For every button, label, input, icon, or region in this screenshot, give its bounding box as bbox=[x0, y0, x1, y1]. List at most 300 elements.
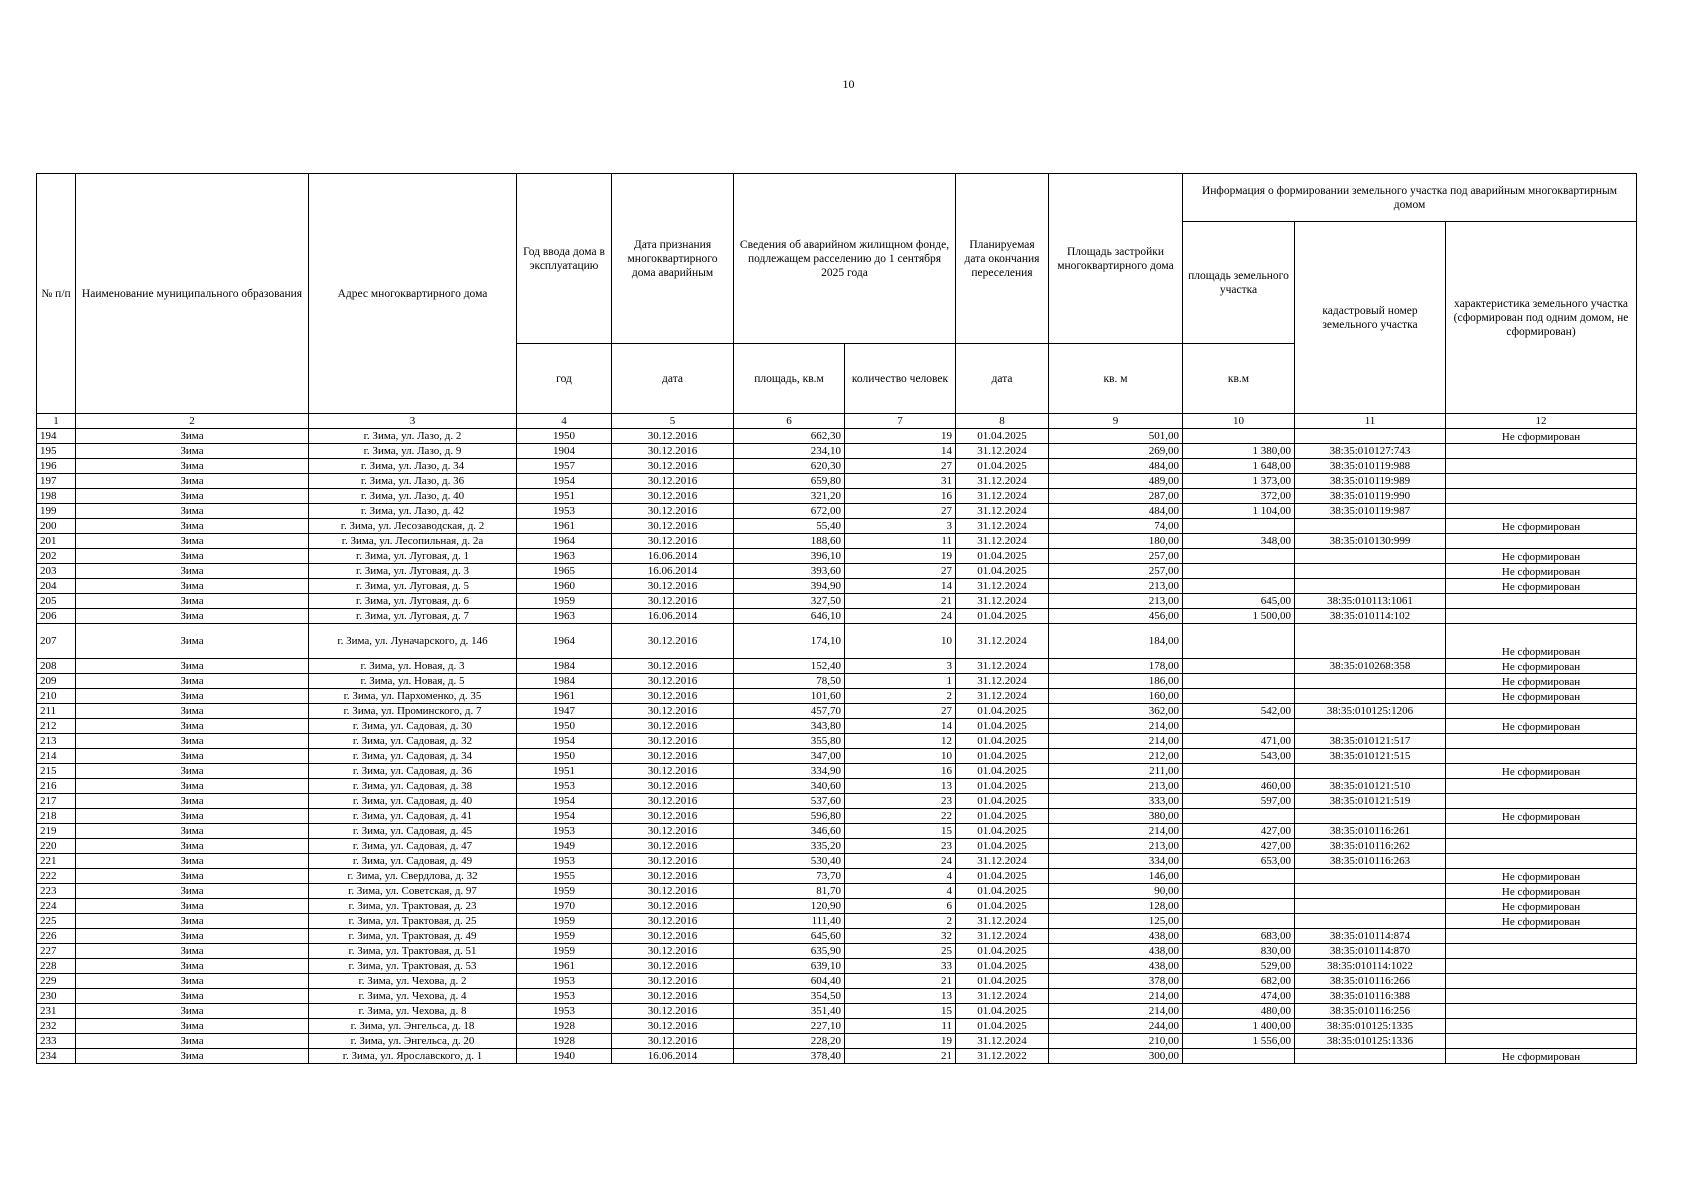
planned-date-cell: 31.12.2024 bbox=[956, 929, 1049, 944]
year-cell: 1959 bbox=[517, 594, 612, 609]
cadastral-number-cell: 38:35:010121:515 bbox=[1295, 749, 1446, 764]
area-cell: 120,90 bbox=[734, 899, 845, 914]
planned-date-cell: 31.12.2024 bbox=[956, 674, 1049, 689]
land-area-cell: 427,00 bbox=[1183, 824, 1295, 839]
municipality-cell: Зима bbox=[76, 764, 309, 779]
municipality-cell: Зима bbox=[76, 704, 309, 719]
year-cell: 1961 bbox=[517, 959, 612, 974]
area-cell: 227,10 bbox=[734, 1019, 845, 1034]
row-number: 221 bbox=[37, 854, 76, 869]
planned-date-cell: 31.12.2024 bbox=[956, 659, 1049, 674]
people-cell: 31 bbox=[845, 474, 956, 489]
emergency-date-cell: 30.12.2016 bbox=[612, 689, 734, 704]
cadastral-number-cell: 38:35:010116:266 bbox=[1295, 974, 1446, 989]
municipality-cell: Зима bbox=[76, 779, 309, 794]
header-land-area: площадь земельного участка bbox=[1183, 222, 1295, 344]
building-area-cell: 501,00 bbox=[1049, 429, 1183, 444]
table-row bbox=[37, 824, 1637, 839]
table-row bbox=[37, 764, 1637, 779]
header-unit-year: год bbox=[517, 344, 612, 414]
people-cell: 32 bbox=[845, 929, 956, 944]
planned-date-cell: 01.04.2025 bbox=[956, 974, 1049, 989]
people-cell: 22 bbox=[845, 809, 956, 824]
area-cell: 327,50 bbox=[734, 594, 845, 609]
year-cell: 1951 bbox=[517, 489, 612, 504]
table-row bbox=[37, 609, 1637, 624]
people-cell: 24 bbox=[845, 854, 956, 869]
people-cell: 10 bbox=[845, 749, 956, 764]
row-number: 207 bbox=[37, 624, 76, 659]
table-row bbox=[37, 719, 1637, 734]
land-status-cell: Не сформирован bbox=[1446, 1049, 1637, 1064]
land-status-cell: Не сформирован bbox=[1446, 719, 1637, 734]
address-cell: г. Зима, ул. Садовая, д. 47 bbox=[309, 839, 517, 854]
emergency-date-cell: 30.12.2016 bbox=[612, 659, 734, 674]
land-status-cell bbox=[1446, 839, 1637, 854]
people-cell: 12 bbox=[845, 734, 956, 749]
address-cell: г. Зима, ул. Садовая, д. 38 bbox=[309, 779, 517, 794]
row-number: 232 bbox=[37, 1019, 76, 1034]
municipality-cell: Зима bbox=[76, 579, 309, 594]
municipality-cell: Зима bbox=[76, 809, 309, 824]
area-cell: 394,90 bbox=[734, 579, 845, 594]
people-cell: 14 bbox=[845, 579, 956, 594]
area-cell: 659,80 bbox=[734, 474, 845, 489]
row-number: 202 bbox=[37, 549, 76, 564]
address-cell: г. Зима, ул. Садовая, д. 32 bbox=[309, 734, 517, 749]
year-cell: 1947 bbox=[517, 704, 612, 719]
planned-date-cell: 31.12.2024 bbox=[956, 504, 1049, 519]
year-cell: 1959 bbox=[517, 914, 612, 929]
planned-date-cell: 01.04.2025 bbox=[956, 779, 1049, 794]
planned-date-cell: 01.04.2025 bbox=[956, 824, 1049, 839]
address-cell: г. Зима, ул. Чехова, д. 8 bbox=[309, 1004, 517, 1019]
municipality-cell: Зима bbox=[76, 824, 309, 839]
table-row bbox=[37, 794, 1637, 809]
year-cell: 1984 bbox=[517, 674, 612, 689]
land-status-cell: Не сформирован bbox=[1446, 659, 1637, 674]
table-row bbox=[37, 854, 1637, 869]
header-row-number: № п/п bbox=[37, 174, 76, 414]
building-area-cell: 214,00 bbox=[1049, 719, 1183, 734]
area-cell: 234,10 bbox=[734, 444, 845, 459]
cadastral-number-cell: 38:35:010125:1336 bbox=[1295, 1034, 1446, 1049]
emergency-date-cell: 30.12.2016 bbox=[612, 579, 734, 594]
cadastral-number-cell bbox=[1295, 674, 1446, 689]
area-cell: 635,90 bbox=[734, 944, 845, 959]
cadastral-number-cell: 38:35:010114:102 bbox=[1295, 609, 1446, 624]
emergency-date-cell: 30.12.2016 bbox=[612, 429, 734, 444]
land-status-cell: Не сформирован bbox=[1446, 564, 1637, 579]
row-number: 209 bbox=[37, 674, 76, 689]
land-status-cell bbox=[1446, 959, 1637, 974]
year-cell: 1959 bbox=[517, 929, 612, 944]
land-status-cell bbox=[1446, 989, 1637, 1004]
table-row bbox=[37, 659, 1637, 674]
people-cell: 3 bbox=[845, 659, 956, 674]
year-cell: 1961 bbox=[517, 519, 612, 534]
column-number: 10 bbox=[1183, 414, 1295, 429]
row-number: 197 bbox=[37, 474, 76, 489]
municipality-cell: Зима bbox=[76, 734, 309, 749]
people-cell: 27 bbox=[845, 564, 956, 579]
table-row bbox=[37, 974, 1637, 989]
land-status-cell: Не сформирован bbox=[1446, 579, 1637, 594]
table-row bbox=[37, 1019, 1637, 1034]
column-number: 9 bbox=[1049, 414, 1183, 429]
area-cell: 457,70 bbox=[734, 704, 845, 719]
land-status-cell bbox=[1446, 749, 1637, 764]
row-number: 224 bbox=[37, 899, 76, 914]
municipality-cell: Зима bbox=[76, 659, 309, 674]
land-status-cell bbox=[1446, 444, 1637, 459]
people-cell: 27 bbox=[845, 704, 956, 719]
municipality-cell: Зима bbox=[76, 594, 309, 609]
municipality-cell: Зима bbox=[76, 534, 309, 549]
municipality-cell: Зима bbox=[76, 944, 309, 959]
building-area-cell: 210,00 bbox=[1049, 1034, 1183, 1049]
land-area-cell bbox=[1183, 809, 1295, 824]
table-row bbox=[37, 674, 1637, 689]
address-cell: г. Зима, ул. Лазо, д. 36 bbox=[309, 474, 517, 489]
people-cell: 23 bbox=[845, 839, 956, 854]
building-area-cell: 257,00 bbox=[1049, 549, 1183, 564]
address-cell: г. Зима, ул. Садовая, д. 45 bbox=[309, 824, 517, 839]
emergency-date-cell: 30.12.2016 bbox=[612, 489, 734, 504]
municipality-cell: Зима bbox=[76, 444, 309, 459]
address-cell: г. Зима, ул. Садовая, д. 34 bbox=[309, 749, 517, 764]
area-cell: 378,40 bbox=[734, 1049, 845, 1064]
building-area-cell: 214,00 bbox=[1049, 989, 1183, 1004]
column-number: 8 bbox=[956, 414, 1049, 429]
emergency-date-cell: 16.06.2014 bbox=[612, 564, 734, 579]
year-cell: 1954 bbox=[517, 474, 612, 489]
building-area-cell: 186,00 bbox=[1049, 674, 1183, 689]
address-cell: г. Зима, ул. Трактовая, д. 53 bbox=[309, 959, 517, 974]
table-row bbox=[37, 534, 1637, 549]
emergency-date-cell: 30.12.2016 bbox=[612, 809, 734, 824]
header-planned-date: Планируемая дата окончания переселения bbox=[956, 174, 1049, 344]
land-area-cell: 348,00 bbox=[1183, 534, 1295, 549]
land-area-cell: 427,00 bbox=[1183, 839, 1295, 854]
land-area-cell bbox=[1183, 564, 1295, 579]
address-cell: г. Зима, ул. Пархоменко, д. 35 bbox=[309, 689, 517, 704]
municipality-cell: Зима bbox=[76, 914, 309, 929]
row-number: 196 bbox=[37, 459, 76, 474]
people-cell: 21 bbox=[845, 1049, 956, 1064]
people-cell: 14 bbox=[845, 719, 956, 734]
planned-date-cell: 31.12.2024 bbox=[956, 474, 1049, 489]
building-area-cell: 334,00 bbox=[1049, 854, 1183, 869]
building-area-cell: 456,00 bbox=[1049, 609, 1183, 624]
emergency-date-cell: 30.12.2016 bbox=[612, 779, 734, 794]
address-cell: г. Зима, ул. Луговая, д. 3 bbox=[309, 564, 517, 579]
building-area-cell: 214,00 bbox=[1049, 1004, 1183, 1019]
municipality-cell: Зима bbox=[76, 564, 309, 579]
emergency-date-cell: 30.12.2016 bbox=[612, 764, 734, 779]
municipality-cell: Зима bbox=[76, 689, 309, 704]
municipality-cell: Зима bbox=[76, 974, 309, 989]
cadastral-number-cell: 38:35:010116:256 bbox=[1295, 1004, 1446, 1019]
year-cell: 1940 bbox=[517, 1049, 612, 1064]
land-area-cell: 597,00 bbox=[1183, 794, 1295, 809]
emergency-date-cell: 30.12.2016 bbox=[612, 884, 734, 899]
cadastral-number-cell bbox=[1295, 1049, 1446, 1064]
building-area-cell: 213,00 bbox=[1049, 594, 1183, 609]
land-area-cell: 460,00 bbox=[1183, 779, 1295, 794]
emergency-date-cell: 30.12.2016 bbox=[612, 704, 734, 719]
table-row bbox=[37, 899, 1637, 914]
cadastral-number-cell: 38:35:010116:388 bbox=[1295, 989, 1446, 1004]
emergency-date-cell: 30.12.2016 bbox=[612, 534, 734, 549]
address-cell: г. Зима, ул. Свердлова, д. 32 bbox=[309, 869, 517, 884]
row-number: 210 bbox=[37, 689, 76, 704]
emergency-date-cell: 16.06.2014 bbox=[612, 1049, 734, 1064]
land-area-cell: 1 400,00 bbox=[1183, 1019, 1295, 1034]
column-number: 4 bbox=[517, 414, 612, 429]
row-number: 208 bbox=[37, 659, 76, 674]
emergency-date-cell: 30.12.2016 bbox=[612, 989, 734, 1004]
municipality-cell: Зима bbox=[76, 674, 309, 689]
people-cell: 19 bbox=[845, 429, 956, 444]
row-number: 223 bbox=[37, 884, 76, 899]
cadastral-number-cell bbox=[1295, 914, 1446, 929]
table-row bbox=[37, 429, 1637, 444]
year-cell: 1953 bbox=[517, 1004, 612, 1019]
row-number: 222 bbox=[37, 869, 76, 884]
municipality-cell: Зима bbox=[76, 429, 309, 444]
planned-date-cell: 01.04.2025 bbox=[956, 609, 1049, 624]
building-area-cell: 178,00 bbox=[1049, 659, 1183, 674]
building-area-cell: 180,00 bbox=[1049, 534, 1183, 549]
year-cell: 1953 bbox=[517, 504, 612, 519]
land-status-cell: Не сформирован bbox=[1446, 549, 1637, 564]
cadastral-number-cell: 38:35:010116:263 bbox=[1295, 854, 1446, 869]
cadastral-number-cell: 38:35:010114:870 bbox=[1295, 944, 1446, 959]
area-cell: 340,60 bbox=[734, 779, 845, 794]
emergency-date-cell: 30.12.2016 bbox=[612, 944, 734, 959]
planned-date-cell: 31.12.2024 bbox=[956, 624, 1049, 659]
people-cell: 13 bbox=[845, 779, 956, 794]
land-status-cell bbox=[1446, 534, 1637, 549]
land-status-cell: Не сформирован bbox=[1446, 884, 1637, 899]
emergency-housing-table bbox=[36, 173, 1637, 1064]
year-cell: 1949 bbox=[517, 839, 612, 854]
column-number: 1 bbox=[37, 414, 76, 429]
land-status-cell bbox=[1446, 459, 1637, 474]
land-status-cell bbox=[1446, 794, 1637, 809]
land-area-cell bbox=[1183, 659, 1295, 674]
address-cell: г. Зима, ул. Садовая, д. 40 bbox=[309, 794, 517, 809]
year-cell: 1953 bbox=[517, 779, 612, 794]
table-row bbox=[37, 749, 1637, 764]
address-cell: г. Зима, ул. Лесопильная, д. 2а bbox=[309, 534, 517, 549]
building-area-cell: 362,00 bbox=[1049, 704, 1183, 719]
municipality-cell: Зима bbox=[76, 839, 309, 854]
table-row bbox=[37, 929, 1637, 944]
area-cell: 355,80 bbox=[734, 734, 845, 749]
header-emergency-date: Дата признания многоквартирного дома аварийным bbox=[612, 174, 734, 344]
cadastral-number-cell bbox=[1295, 884, 1446, 899]
row-number: 195 bbox=[37, 444, 76, 459]
cadastral-number-cell: 38:35:010121:510 bbox=[1295, 779, 1446, 794]
table-row bbox=[37, 489, 1637, 504]
municipality-cell: Зима bbox=[76, 794, 309, 809]
header-unit-people: количество человек bbox=[845, 344, 956, 414]
land-area-cell: 683,00 bbox=[1183, 929, 1295, 944]
address-cell: г. Зима, ул. Лазо, д. 42 bbox=[309, 504, 517, 519]
land-status-cell bbox=[1446, 779, 1637, 794]
planned-date-cell: 31.12.2024 bbox=[956, 489, 1049, 504]
land-area-cell: 1 648,00 bbox=[1183, 459, 1295, 474]
cadastral-number-cell: 38:35:010268:358 bbox=[1295, 659, 1446, 674]
land-area-cell: 474,00 bbox=[1183, 989, 1295, 1004]
column-number: 6 bbox=[734, 414, 845, 429]
row-number: 199 bbox=[37, 504, 76, 519]
emergency-date-cell: 30.12.2016 bbox=[612, 854, 734, 869]
cadastral-number-cell bbox=[1295, 689, 1446, 704]
land-area-cell: 1 500,00 bbox=[1183, 609, 1295, 624]
land-status-cell: Не сформирован bbox=[1446, 764, 1637, 779]
people-cell: 23 bbox=[845, 794, 956, 809]
municipality-cell: Зима bbox=[76, 549, 309, 564]
row-number: 228 bbox=[37, 959, 76, 974]
planned-date-cell: 31.12.2024 bbox=[956, 594, 1049, 609]
address-cell: г. Зима, ул. Лазо, д. 40 bbox=[309, 489, 517, 504]
cadastral-number-cell: 38:35:010116:261 bbox=[1295, 824, 1446, 839]
area-cell: 343,80 bbox=[734, 719, 845, 734]
building-area-cell: 128,00 bbox=[1049, 899, 1183, 914]
table-row bbox=[37, 779, 1637, 794]
address-cell: г. Зима, ул. Лесозаводская, д. 2 bbox=[309, 519, 517, 534]
building-area-cell: 212,00 bbox=[1049, 749, 1183, 764]
land-area-cell: 372,00 bbox=[1183, 489, 1295, 504]
building-area-cell: 257,00 bbox=[1049, 564, 1183, 579]
building-area-cell: 269,00 bbox=[1049, 444, 1183, 459]
address-cell: г. Зима, ул. Энгельса, д. 18 bbox=[309, 1019, 517, 1034]
municipality-cell: Зима bbox=[76, 1019, 309, 1034]
emergency-date-cell: 30.12.2016 bbox=[612, 1019, 734, 1034]
municipality-cell: Зима bbox=[76, 609, 309, 624]
emergency-date-cell: 30.12.2016 bbox=[612, 839, 734, 854]
land-area-cell: 529,00 bbox=[1183, 959, 1295, 974]
planned-date-cell: 31.12.2024 bbox=[956, 534, 1049, 549]
row-number: 194 bbox=[37, 429, 76, 444]
emergency-date-cell: 30.12.2016 bbox=[612, 899, 734, 914]
cadastral-number-cell bbox=[1295, 899, 1446, 914]
emergency-date-cell: 30.12.2016 bbox=[612, 974, 734, 989]
table-row bbox=[37, 959, 1637, 974]
people-cell: 10 bbox=[845, 624, 956, 659]
table-row bbox=[37, 474, 1637, 489]
emergency-date-cell: 30.12.2016 bbox=[612, 444, 734, 459]
area-cell: 152,40 bbox=[734, 659, 845, 674]
people-cell: 15 bbox=[845, 1004, 956, 1019]
municipality-cell: Зима bbox=[76, 489, 309, 504]
area-cell: 537,60 bbox=[734, 794, 845, 809]
emergency-date-cell: 30.12.2016 bbox=[612, 914, 734, 929]
emergency-date-cell: 30.12.2016 bbox=[612, 1034, 734, 1049]
municipality-cell: Зима bbox=[76, 959, 309, 974]
building-area-cell: 211,00 bbox=[1049, 764, 1183, 779]
year-cell: 1984 bbox=[517, 659, 612, 674]
emergency-date-cell: 30.12.2016 bbox=[612, 1004, 734, 1019]
land-status-cell: Не сформирован bbox=[1446, 914, 1637, 929]
emergency-date-cell: 30.12.2016 bbox=[612, 624, 734, 659]
municipality-cell: Зима bbox=[76, 884, 309, 899]
area-cell: 174,10 bbox=[734, 624, 845, 659]
land-area-cell bbox=[1183, 899, 1295, 914]
address-cell: г. Зима, ул. Трактовая, д. 25 bbox=[309, 914, 517, 929]
area-cell: 662,30 bbox=[734, 429, 845, 444]
header-emergency-fund: Сведения об аварийном жилищном фонде, подлежащем расселению до 1 сентября 2025 года bbox=[734, 174, 956, 344]
building-area-cell: 213,00 bbox=[1049, 839, 1183, 854]
planned-date-cell: 31.12.2024 bbox=[956, 689, 1049, 704]
building-area-cell: 438,00 bbox=[1049, 959, 1183, 974]
area-cell: 101,60 bbox=[734, 689, 845, 704]
header-year-built: Год ввода дома в эксплуатацию bbox=[517, 174, 612, 344]
cadastral-number-cell: 38:35:010119:989 bbox=[1295, 474, 1446, 489]
cadastral-number-cell bbox=[1295, 624, 1446, 659]
people-cell: 16 bbox=[845, 764, 956, 779]
people-cell: 16 bbox=[845, 489, 956, 504]
people-cell: 21 bbox=[845, 974, 956, 989]
cadastral-number-cell bbox=[1295, 549, 1446, 564]
table-row bbox=[37, 689, 1637, 704]
land-area-cell: 480,00 bbox=[1183, 1004, 1295, 1019]
municipality-cell: Зима bbox=[76, 929, 309, 944]
area-cell: 346,60 bbox=[734, 824, 845, 839]
municipality-cell: Зима bbox=[76, 1004, 309, 1019]
land-area-cell: 1 373,00 bbox=[1183, 474, 1295, 489]
land-area-cell bbox=[1183, 579, 1295, 594]
header-unit-area: площадь, кв.м bbox=[734, 344, 845, 414]
municipality-cell: Зима bbox=[76, 519, 309, 534]
area-cell: 55,40 bbox=[734, 519, 845, 534]
planned-date-cell: 01.04.2025 bbox=[956, 459, 1049, 474]
land-area-cell: 1 380,00 bbox=[1183, 444, 1295, 459]
land-area-cell bbox=[1183, 519, 1295, 534]
row-number: 203 bbox=[37, 564, 76, 579]
address-cell: г. Зима, ул. Трактовая, д. 23 bbox=[309, 899, 517, 914]
land-status-cell bbox=[1446, 609, 1637, 624]
emergency-date-cell: 16.06.2014 bbox=[612, 609, 734, 624]
people-cell: 2 bbox=[845, 689, 956, 704]
row-number: 226 bbox=[37, 929, 76, 944]
building-area-cell: 489,00 bbox=[1049, 474, 1183, 489]
row-number: 234 bbox=[37, 1049, 76, 1064]
year-cell: 1955 bbox=[517, 869, 612, 884]
area-cell: 73,70 bbox=[734, 869, 845, 884]
area-cell: 351,40 bbox=[734, 1004, 845, 1019]
people-cell: 25 bbox=[845, 944, 956, 959]
table-row bbox=[37, 809, 1637, 824]
emergency-date-cell: 30.12.2016 bbox=[612, 749, 734, 764]
emergency-date-cell: 30.12.2016 bbox=[612, 824, 734, 839]
row-number: 205 bbox=[37, 594, 76, 609]
header-unit-date: дата bbox=[612, 344, 734, 414]
emergency-date-cell: 30.12.2016 bbox=[612, 959, 734, 974]
header-land-status: характеристика земельного участка (сформирован под одним домом, не сформирован) bbox=[1446, 222, 1637, 414]
table-row bbox=[37, 839, 1637, 854]
land-status-cell bbox=[1446, 734, 1637, 749]
people-cell: 24 bbox=[845, 609, 956, 624]
land-status-cell bbox=[1446, 1019, 1637, 1034]
people-cell: 19 bbox=[845, 1034, 956, 1049]
table-row bbox=[37, 734, 1637, 749]
row-number: 220 bbox=[37, 839, 76, 854]
address-cell: г. Зима, ул. Ярославского, д. 1 bbox=[309, 1049, 517, 1064]
